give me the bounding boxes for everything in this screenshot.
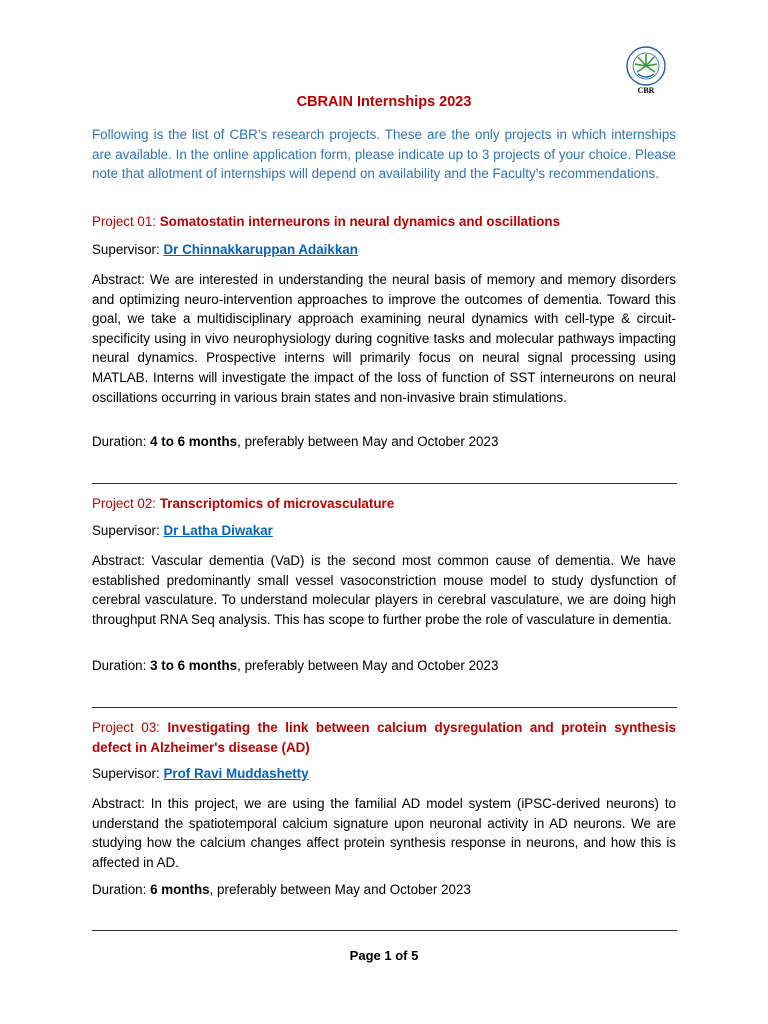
- duration-rest: , preferably between May and October 2023: [237, 434, 499, 449]
- duration-rest: , preferably between May and October 2023: [237, 658, 499, 673]
- project-03-abstract: Abstract: In this project, we are using the familial AD model system (iPSC-derived neurons) to understand the spatiotemporal calcium signature upon neuronal activity in AD neurons. We are studying how the calcium changes affect protein synthesis response in neurons, and how this is affected in AD.: [92, 796, 676, 870]
- project-03-duration: [92, 882, 676, 897]
- cbr-logo: [616, 44, 676, 96]
- project-02-supervisor: [92, 523, 676, 538]
- project-03-heading: [92, 718, 676, 757]
- project-03-supervisor: [92, 766, 676, 781]
- supervisor-link[interactable]: Dr Latha Diwakar: [163, 523, 273, 538]
- logo-abbrev: CBR: [637, 86, 655, 95]
- project-label: Project 03:: [92, 720, 160, 735]
- duration-value: 3 to 6 months: [150, 658, 238, 673]
- page-title: CBRAIN Internships 2023: [296, 94, 472, 110]
- supervisor-label: Supervisor:: [92, 766, 160, 781]
- supervisor-label: Supervisor:: [92, 242, 160, 257]
- duration-value: 4 to 6 months: [150, 434, 238, 449]
- project-01-duration: [92, 434, 676, 449]
- supervisor-link[interactable]: Dr Chinnakkaruppan Adaikkan: [163, 242, 358, 257]
- supervisor-label: Supervisor:: [92, 523, 160, 538]
- duration-value: 6 months: [150, 882, 210, 897]
- duration-rest: , preferably between May and October 2023: [209, 882, 471, 897]
- project-label: Project 01:: [92, 214, 157, 229]
- page-number: Page 1 of 5: [349, 948, 419, 963]
- project-02-heading: [92, 494, 676, 514]
- project-title: Somatostatin interneurons in neural dynamics and oscillations: [159, 214, 561, 229]
- project-01-abstract: Abstract: We are interested in understanding the neural basis of memory and memory disorders and optimizing neuro-intervention approaches to improve the outcomes of dementia. Toward this goal, we take a multidisciplinary approach examining neural dynamics with cell-type & circuit-specificity using in vivo neurophysiology during cognitive tasks and molecular pathways impacting neural dynamics. Prospective interns will primarily focus on neural signal processing using MATLAB. Interns will investigate the impact of the loss of function of SST interneurons on neural oscillations occurring in various brain states and non-invasive brain stimulations.: [92, 272, 676, 405]
- separator: [92, 707, 677, 708]
- duration-label: Duration:: [92, 658, 147, 673]
- footer-separator: [92, 930, 677, 931]
- project-01-heading: [92, 212, 676, 232]
- intro-paragraph: Following is the list of CBR’s research projects. These are the only projects in which internships are available. In the online application form, please indicate up to 3 projects of your choice. Please note that allotment of internships will depend on availability and the Faculty’s recommendations.: [92, 127, 676, 182]
- project-title: Transcriptomics of microvasculature: [159, 496, 395, 511]
- supervisor-link[interactable]: Prof Ravi Muddashetty: [163, 766, 309, 781]
- separator: [92, 483, 677, 484]
- project-02-abstract: Abstract: Vascular dementia (VaD) is the second most common cause of dementia. We have established predominantly small vessel vasoconstriction mouse model to study dysfunction of cerebral vasculature. To understand molecular players in cerebral vasculature, we are doing high throughput RNA Seq analysis. This has scope to further probe the role of vasculature in dementia.: [92, 553, 676, 627]
- duration-label: Duration:: [92, 434, 147, 449]
- project-01-supervisor: [92, 242, 676, 257]
- project-02-duration: [92, 658, 676, 673]
- project-label: Project 02:: [92, 496, 157, 511]
- duration-label: Duration:: [92, 882, 147, 897]
- project-title: Investigating the link between calcium dysregulation and protein synthesis defect in Alzheimer's disease (AD): [92, 720, 676, 755]
